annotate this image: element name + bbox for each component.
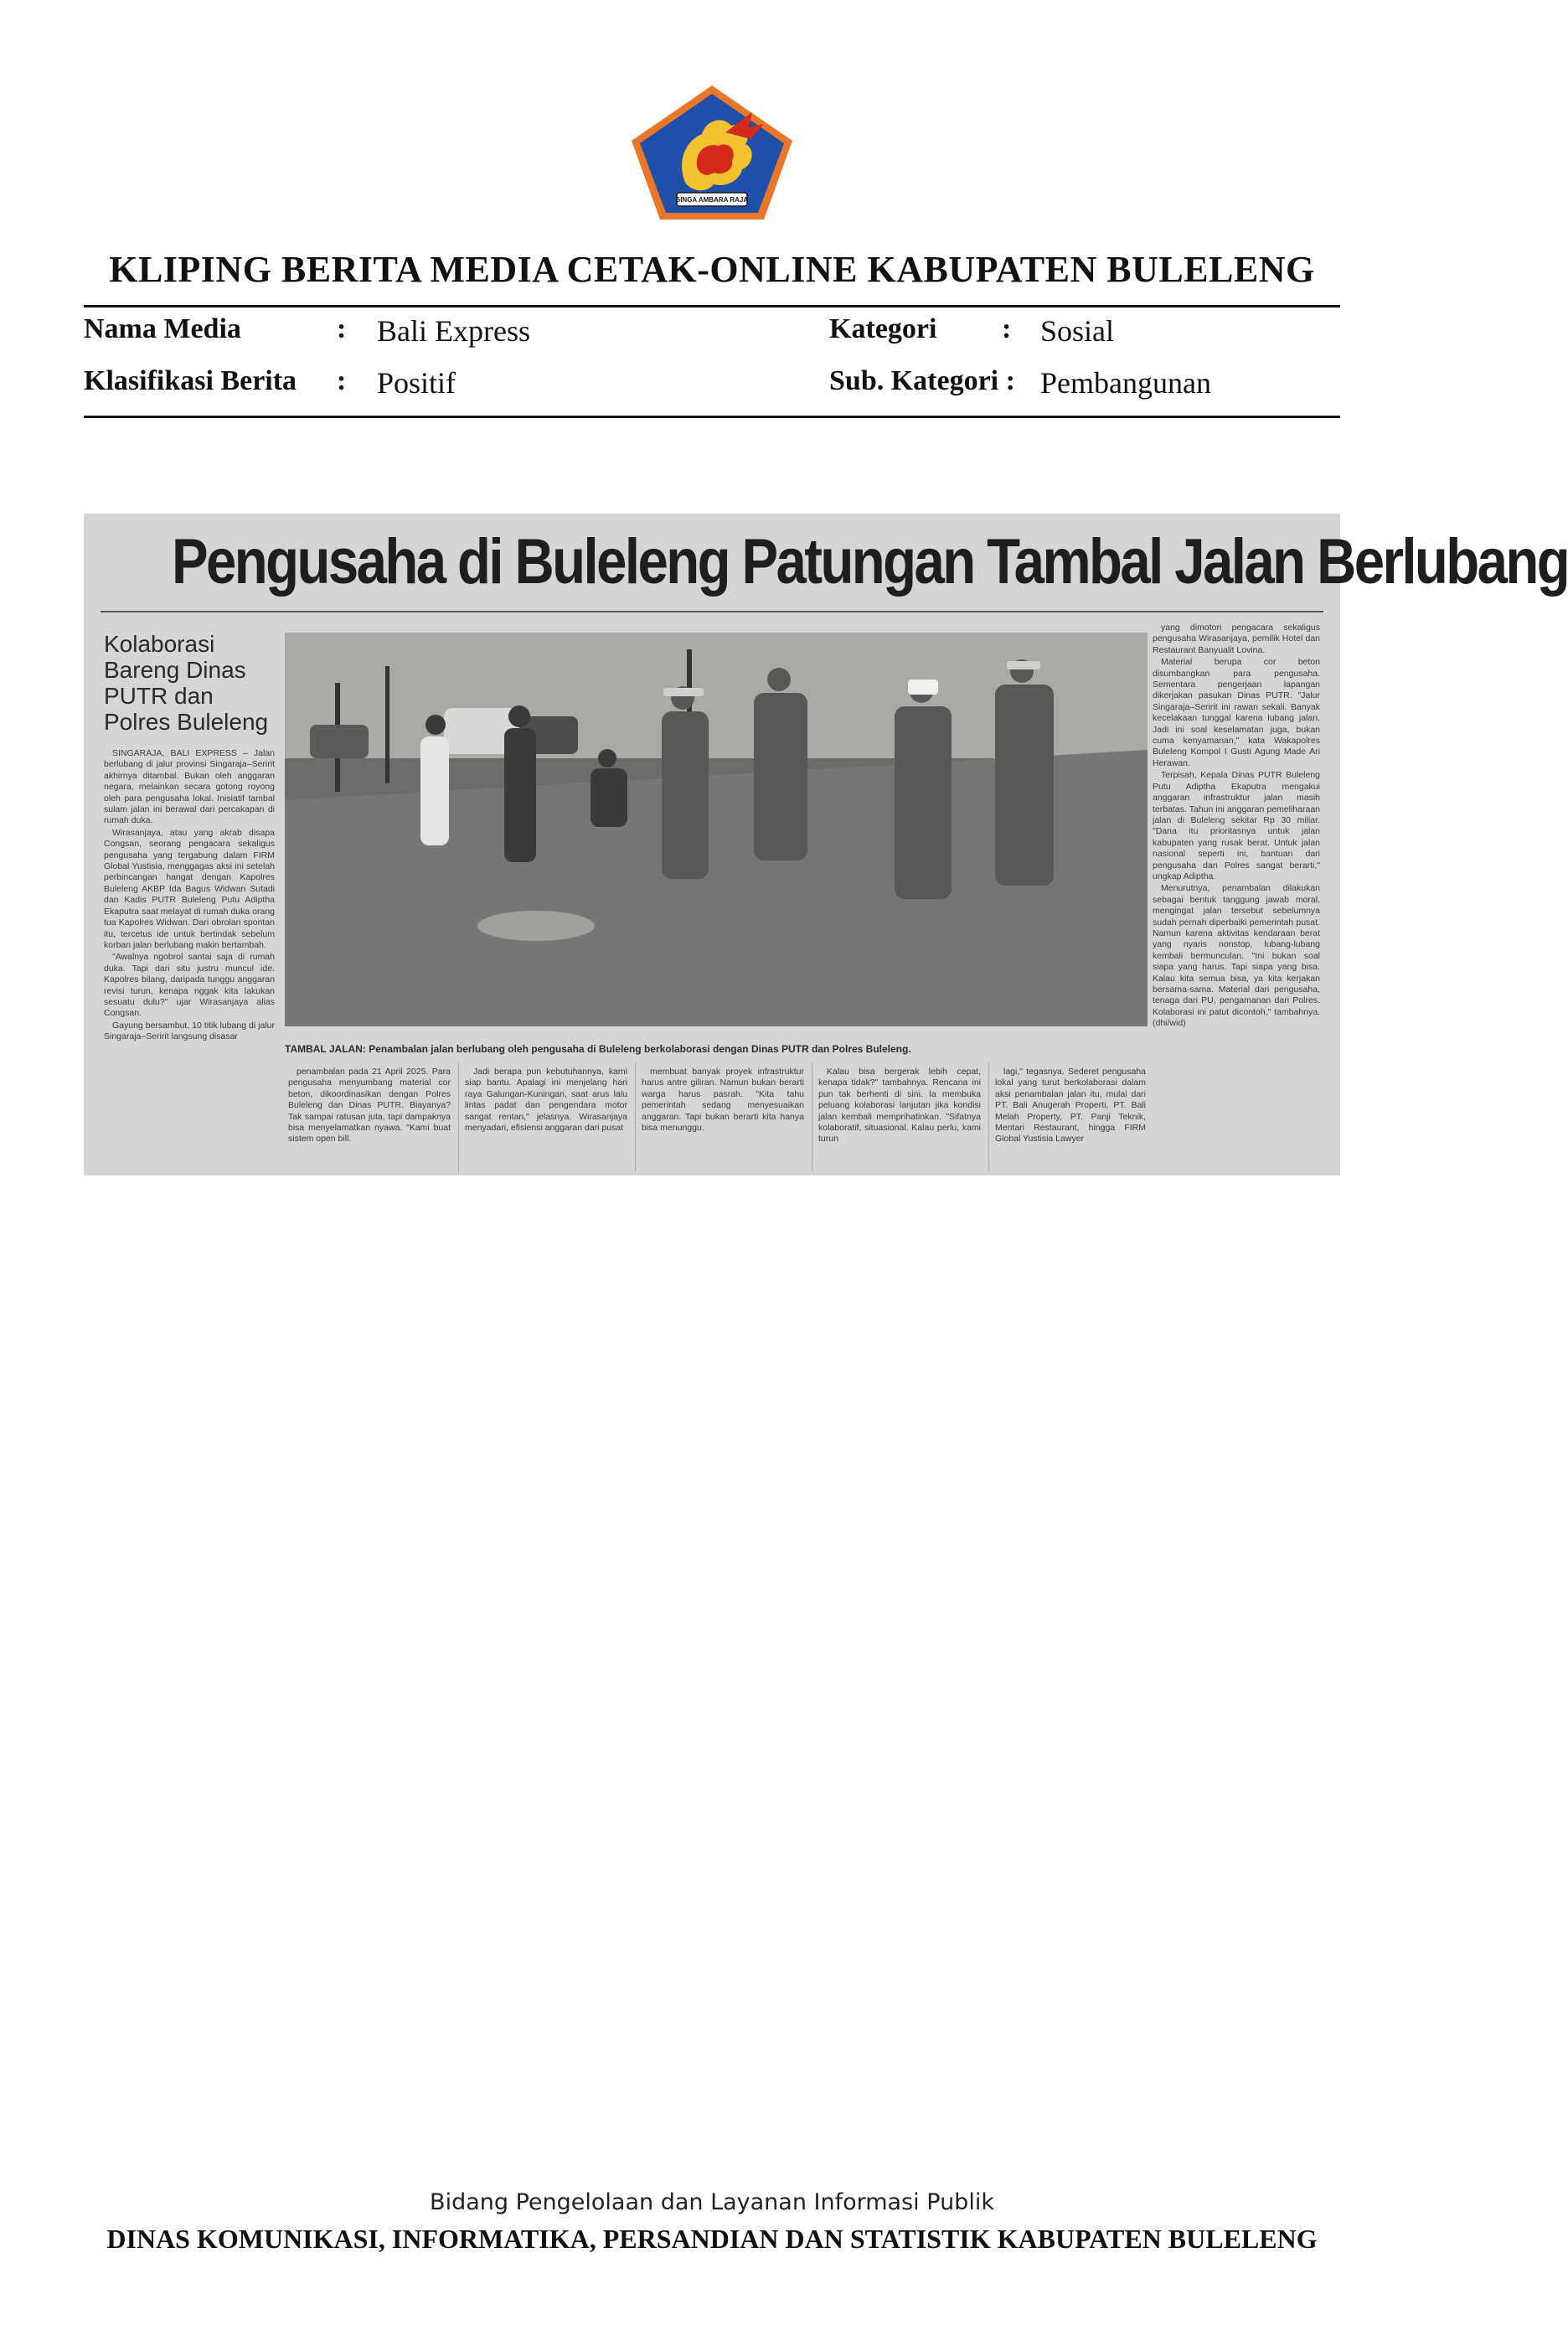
paragraph: penambalan pada 21 April 2025. Para pengusaha menyumbang material cor beton, dikoordinasikan dengan Polres Buleleng dan Dinas PUTR. Biayanya? Tak sampai ratusan juta, tapi dampaknya bisa menyelamatkan nyawa. "Kami buat sistem open bill.	[288, 1067, 451, 1145]
paragraph: Menurutnya, penambalan dilakukan sebagai bentuk tanggung jawab moral, mengingat jalan tersebut sebelumnya sudah pernah diperbaiki pemerintah pusat. Namun karena aktivitas kendaraan berat yang nyaris nonstop, lubang-lubang kembali bermunculan. "Ini bukan soal siapa yang harus. Tapi siapa yang bisa. Kalau kita semua bisa, ya kita kerjakan bersama-sama. Material dari pengusaha, tenaga dari PU, pengamanan dari Polres. Kolaborasi ini patut dicontoh," tambahnya. (dhi/wid)	[1153, 883, 1320, 1029]
paragraph: Terpisah, Kepala Dinas PUTR Buleleng Putu Adiptha Ekaputra mengakui anggaran infrastruktur jalan masih terbatas. Tahun ini anggaran pemeliharaan jalan di Buleleng sekitar Rp 30 miliar. "Dana itu prioritasnya untuk jalan kabupaten yang rusak berat. Untuk jalan nasional seperti ini, bantuan dari pengusaha dan Polres sangat berarti," ungkap Adiptha.	[1153, 770, 1320, 881]
article-photo	[285, 633, 1148, 1026]
paragraph: SINGARAJA, BALI EXPRESS – Jalan berlubang di jalur provinsi Singaraja–Seririt akhirnya ditambal. Bukan oleh anggaran negara, melainkan secara gotong royong oleh para pengusaha lokal. Inisiatif tambal sulam jalan ini berawal dari percakapan di rumah duka.	[104, 748, 275, 826]
article-column-left	[104, 748, 275, 1167]
column-rule	[635, 1062, 636, 1171]
page-title: KLIPING BERITA MEDIA CETAK-ONLINE KABUPATEN BULELENG	[109, 249, 1315, 290]
header-divider-bottom	[84, 416, 1340, 418]
paragraph: "Awalnya ngobrol santai saja di rumah duka. Tapi dari situ justru muncul ide. Kapolres bilang, daripada tunggu anggaran revisi turun, kenapa nggak kita lakukan sesuatu dulu?" ujar Wirasanjaya alias Congsan.	[104, 952, 275, 1019]
newspaper-clipping	[84, 514, 1568, 1176]
paragraph: lagi," tegasnya. Sederet pengusaha lokal yang turut berkolaborasi dalam aksi penambalan jalan itu, mulai dari PT. Bali Anugerah Properti, PT. Bali Melah Property, PT. Panji Teknik, Mentari Restaurant, hingga FIRM Global Yustisia Lawyer	[995, 1067, 1146, 1145]
kategori-value: Sosial	[1040, 314, 1115, 348]
paragraph: Material berupa cor beton disumbangkan para pengusaha. Sementara pengerjaan lapangan dikerjakan pasukan Dinas PUTR. "Jalur Singaraja–Seririt ini rawan sekali. Banyak kecelakaan tunggal karena lubang jalan. Jadi ini soal keselamatan juga, bukan cuma kenyamanan," kata Wakapolres Buleleng Kompol I Gusti Agung Made Ari Herawan.	[1153, 657, 1320, 768]
footer-agency: DINAS KOMUNIKASI, INFORMATIKA, PERSANDIAN DAN STATISTIK KABUPATEN BULELENG	[106, 2224, 1318, 2254]
article-subhead: Kolaborasi Bareng Dinas PUTR dan Polres Buleleng	[104, 631, 269, 735]
media-label: Nama Media	[84, 313, 241, 344]
photo-caption: TAMBAL JALAN: Penambalan jalan berlubang oleh pengusaha di Buleleng berkolaborasi dengan Dinas PUTR dan Polres Buleleng.	[285, 1043, 911, 1055]
paragraph: Jadi berapa pun kebutuhannya, kami siap bantu. Apalagi ini menjelang hari raya Galungan-Kuningan, saat arus lalu lintas padat dan pengendara motor sangat rentan," jelasnya. Wirasanjaya menyadari, efisiensi anggaran dari pusat	[465, 1067, 627, 1134]
paragraph: Gayung bersambut, 10 titik lubang di jalur Singaraja–Seririt langsung disasar	[104, 1020, 275, 1042]
article-headline: Pengusaha di Buleleng Patungan Tambal Jalan Berlubang	[172, 526, 1568, 597]
klasifikasi-colon: :	[337, 365, 347, 396]
kategori-colon: :	[1002, 313, 1012, 344]
article-column-bottom-4	[818, 1067, 981, 1171]
column-rule	[988, 1062, 989, 1171]
kategori-label: Kategori	[829, 313, 937, 344]
media-colon: :	[337, 313, 347, 344]
article-column-bottom-1	[288, 1067, 451, 1171]
klasifikasi-label: Klasifikasi Berita	[84, 365, 297, 396]
subkategori-value: Pembangunan	[1040, 366, 1211, 400]
klasifikasi-value: Positif	[377, 366, 456, 400]
article-column-bottom-2	[465, 1067, 627, 1171]
media-value: Bali Express	[377, 314, 530, 348]
paragraph: Wirasanjaya, atau yang akrab disapa Congsan, seorang pengacara sekaligus pengusaha yang tergabung dalam FIRM Global Yustisia, menggagas aksi ini setelah perbincangan hangat dengan Kapolres Buleleng AKBP Ida Bagus Widwan Sutadi dan Kadis PUTR Buleleng Putu Adiptha Ekaputra saat melayat di rumah duka orang tua Kapolres Widwan. Dari obrolan spontan itu, tercetus ide untuk bertindak sebelum korban jalan berlubang makin bertambah.	[104, 827, 275, 950]
paragraph: membuat banyak proyek infrastruktur harus antre giliran. Namun bukan berarti warga harus pasrah. "Kita tahu pemerintah sedang menyesuaikan anggaran. Tapi bukan berarti kita hanya bisa menunggu.	[642, 1067, 804, 1134]
paragraph: Kalau bisa bergerak lebih cepat, kenapa tidak?" tambahnya. Rencana ini pun tak berhenti di sini. Ia membuka peluang kolaborasi lanjutan jika kondisi jalan kembali memprihatinkan. "Sifatnya kolaboratif, situasional. Kalau perlu, kami turun	[818, 1067, 981, 1145]
headline-rule	[101, 611, 1323, 612]
paragraph: yang dimotori pengacara sekaligus pengusaha Wirasanjaya, pemilik Hotel dan Restaurant Banyualit Lovina.	[1153, 623, 1320, 655]
logo-motto: SINGA AMBARA RAJA	[675, 196, 749, 204]
column-rule	[458, 1062, 459, 1171]
article-column-bottom-5	[995, 1067, 1146, 1171]
footer-division: Bidang Pengelolaan dan Layanan Informasi Publik	[430, 2189, 994, 2215]
header-divider-top	[84, 305, 1340, 307]
article-column-bottom-3	[642, 1067, 804, 1171]
article-column-right	[1153, 623, 1320, 1171]
subkategori-label: Sub. Kategori :	[829, 365, 1015, 396]
buleleng-regency-logo	[627, 82, 797, 223]
